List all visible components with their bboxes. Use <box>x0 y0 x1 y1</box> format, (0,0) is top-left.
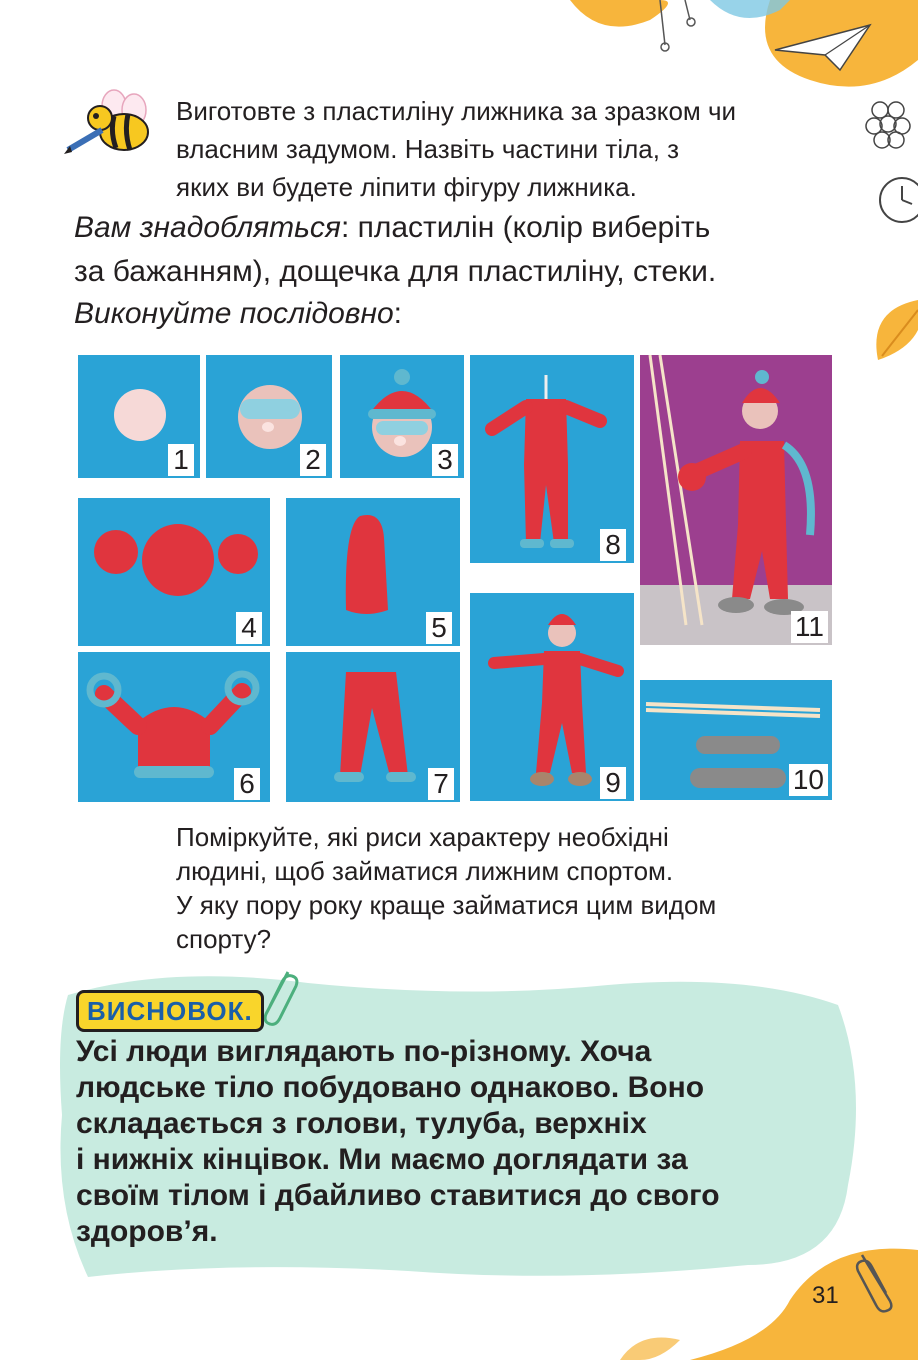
question-line: спорту? <box>176 924 272 954</box>
step-photo-8 <box>470 355 634 563</box>
step-number: 8 <box>600 529 626 561</box>
task-line: яких ви будете ліпити фігуру лижника. <box>176 172 637 202</box>
materials-list-line2: за бажанням), дощечка для пластиліну, стеки. <box>74 255 717 288</box>
conclusion-text <box>76 1034 836 1250</box>
step-photo-11 <box>640 355 832 645</box>
step-number: 9 <box>600 767 626 799</box>
step-number: 2 <box>300 444 326 476</box>
step-number: 11 <box>791 611 828 643</box>
paperclip-icon <box>258 968 300 1026</box>
step-photo-9 <box>470 593 634 801</box>
raspberry-icon <box>860 90 918 160</box>
conclusion-line: здоров’я. <box>76 1215 218 1248</box>
materials-text <box>74 206 864 294</box>
conclusion-line: своїм тілом і дбайливо ставитися до свого <box>76 1179 720 1212</box>
clock-icon <box>872 170 918 230</box>
conclusion-badge: ВИСНОВОК. <box>76 990 264 1032</box>
question-line: Поміркуйте, які риси характеру необхідні <box>176 822 669 852</box>
step-number: 10 <box>789 764 828 796</box>
step-photo-3 <box>340 355 464 478</box>
step-number: 1 <box>168 444 194 476</box>
bee-icon <box>62 78 162 168</box>
finished-skier-image <box>640 355 832 645</box>
reflection-question <box>176 820 856 956</box>
task-line: власним задумом. Назвіть частини тіла, з <box>176 134 680 164</box>
question-line: У яку пору року краще займатися цим видом <box>176 890 717 920</box>
task-instruction <box>176 92 856 206</box>
step-photo-4 <box>78 498 270 646</box>
step-photo-7 <box>286 652 460 802</box>
conclusion-line: і нижніх кінцівок. Ми маємо доглядати за <box>76 1143 688 1176</box>
page-number: 31 <box>812 1282 839 1309</box>
step-photo-6 <box>78 652 270 802</box>
leaf-decoration <box>858 290 918 380</box>
sequence-label: Виконуйте послідовно <box>74 297 394 330</box>
step-photo-2 <box>206 355 332 478</box>
sequence-colon: : <box>393 297 402 330</box>
step-number: 4 <box>236 612 262 644</box>
step-number: 7 <box>428 768 454 800</box>
conclusion-line: складається з голови, тулуба, верхніх <box>76 1107 647 1140</box>
sequence-text <box>74 292 864 336</box>
conclusion-line: Усі люди виглядають по-різному. Хоча <box>76 1035 652 1068</box>
step-number: 6 <box>234 768 260 800</box>
conclusion-line: людське тіло побудовано однаково. Воно <box>76 1071 705 1104</box>
step-photo-1 <box>78 355 200 478</box>
step-number: 3 <box>432 444 458 476</box>
materials-label: Вам знадобляться <box>74 211 341 244</box>
step-photo-10 <box>640 680 832 800</box>
question-line: людині, щоб займатися лижним спортом. <box>176 856 674 886</box>
step-photo-5 <box>286 498 460 646</box>
task-line: Виготовте з пластиліну лижника за зразком чи <box>176 96 737 126</box>
materials-list: : пластилін (колір виберіть <box>340 211 711 244</box>
step-number: 5 <box>426 612 452 644</box>
